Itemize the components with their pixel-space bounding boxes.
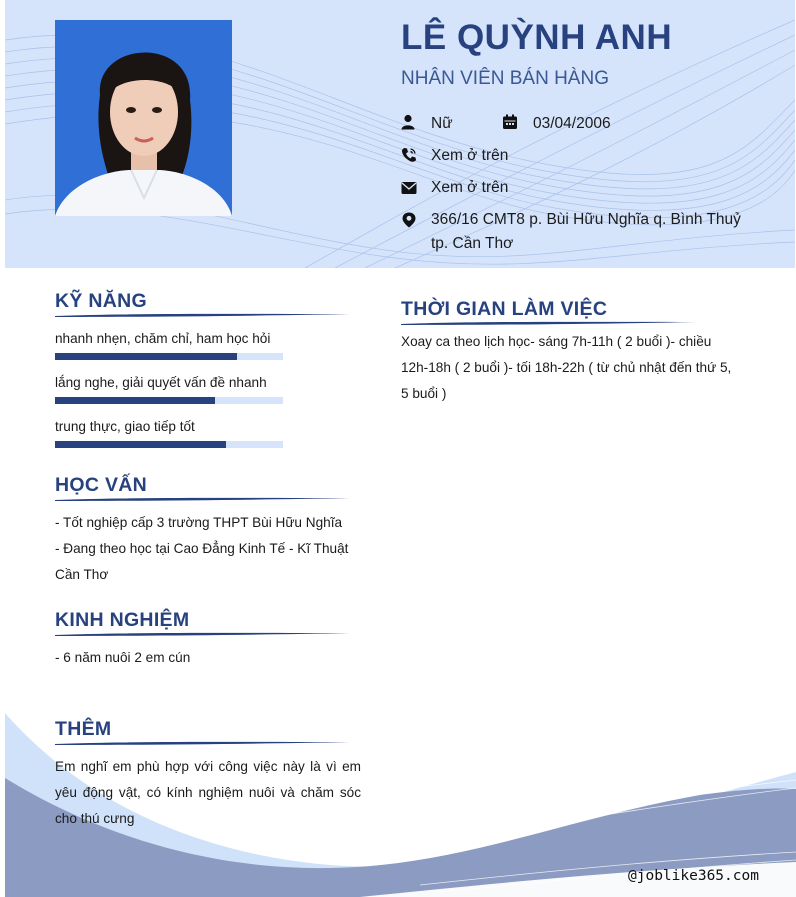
address-line-1: 366/16 CMT8 p. Bùi Hữu Nghĩa q. Bình Thuỷ — [431, 211, 741, 228]
phone-icon — [401, 147, 417, 163]
address-line-2: tp. Cần Thơ — [431, 235, 514, 252]
phone-row — [401, 146, 701, 166]
work-time-text: Xoay ca theo lịch học- sáng 7h-11h ( 2 buổi )- chiều 12h-18h ( 2 buổi )- tối 18h-22h ( từ chủ nhật đến thứ 5, 5 buổi ) — [401, 334, 732, 401]
calendar-icon — [502, 114, 518, 130]
envelope-icon — [401, 180, 417, 196]
address-row — [401, 210, 771, 256]
work-time-heading: THỜI GIAN LÀM VIỆC — [401, 298, 608, 320]
skills-heading-underline — [55, 312, 350, 318]
skill-label: trung thực, giao tiếp tốt — [55, 419, 195, 434]
education-line: - Đang theo học tại Cao Đẳng Kinh Tế - Kĩ Thuật Cần Thơ — [55, 541, 349, 582]
skill-label: lắng nghe, giải quyết vấn đề nhanh — [55, 375, 267, 390]
profile-photo — [55, 20, 232, 216]
experience-heading-underline — [55, 631, 350, 637]
education-heading: HỌC VẤN — [55, 474, 148, 496]
gender-row — [401, 114, 741, 134]
education-heading-underline — [55, 496, 350, 502]
job-title: NHÂN VIÊN BÁN HÀNG — [401, 68, 609, 89]
experience-heading: KINH NGHIỆM — [55, 609, 190, 631]
skill-bar-fill — [55, 441, 226, 448]
gender-value: Nữ — [431, 115, 453, 132]
phone-value: Xem ở trên — [431, 147, 509, 164]
user-icon — [401, 114, 417, 130]
extra-heading: THÊM — [55, 718, 112, 740]
skill-bar-fill — [55, 353, 237, 360]
watermark: @joblike365.com — [628, 868, 759, 884]
skill-bar-track — [55, 353, 283, 360]
email-row — [401, 178, 701, 198]
extra-heading-underline — [55, 740, 350, 746]
birthdate-value: 03/04/2006 — [533, 115, 611, 132]
candidate-name: LÊ QUỲNH ANH — [401, 18, 673, 57]
work-time-heading-underline — [401, 320, 696, 326]
skill-label: nhanh nhẹn, chăm chỉ, ham học hỏi — [55, 331, 271, 346]
skill-bar-track — [55, 397, 283, 404]
skill-bar-track — [55, 441, 283, 448]
education-line: - Tốt nghiệp cấp 3 trường THPT Bùi Hữu Nghĩa — [55, 515, 343, 530]
email-value: Xem ở trên — [431, 179, 509, 196]
skills-heading: KỸ NĂNG — [55, 290, 148, 312]
map-pin-icon — [401, 212, 417, 228]
skill-bar-fill — [55, 397, 215, 404]
experience-line: - 6 năm nuôi 2 em cún — [55, 650, 191, 665]
extra-text: Em nghĩ em phù hợp với công việc này là vì em yêu động vật, có kính nghiệm nuôi và chăm sóc cho thú cưng — [55, 759, 361, 826]
